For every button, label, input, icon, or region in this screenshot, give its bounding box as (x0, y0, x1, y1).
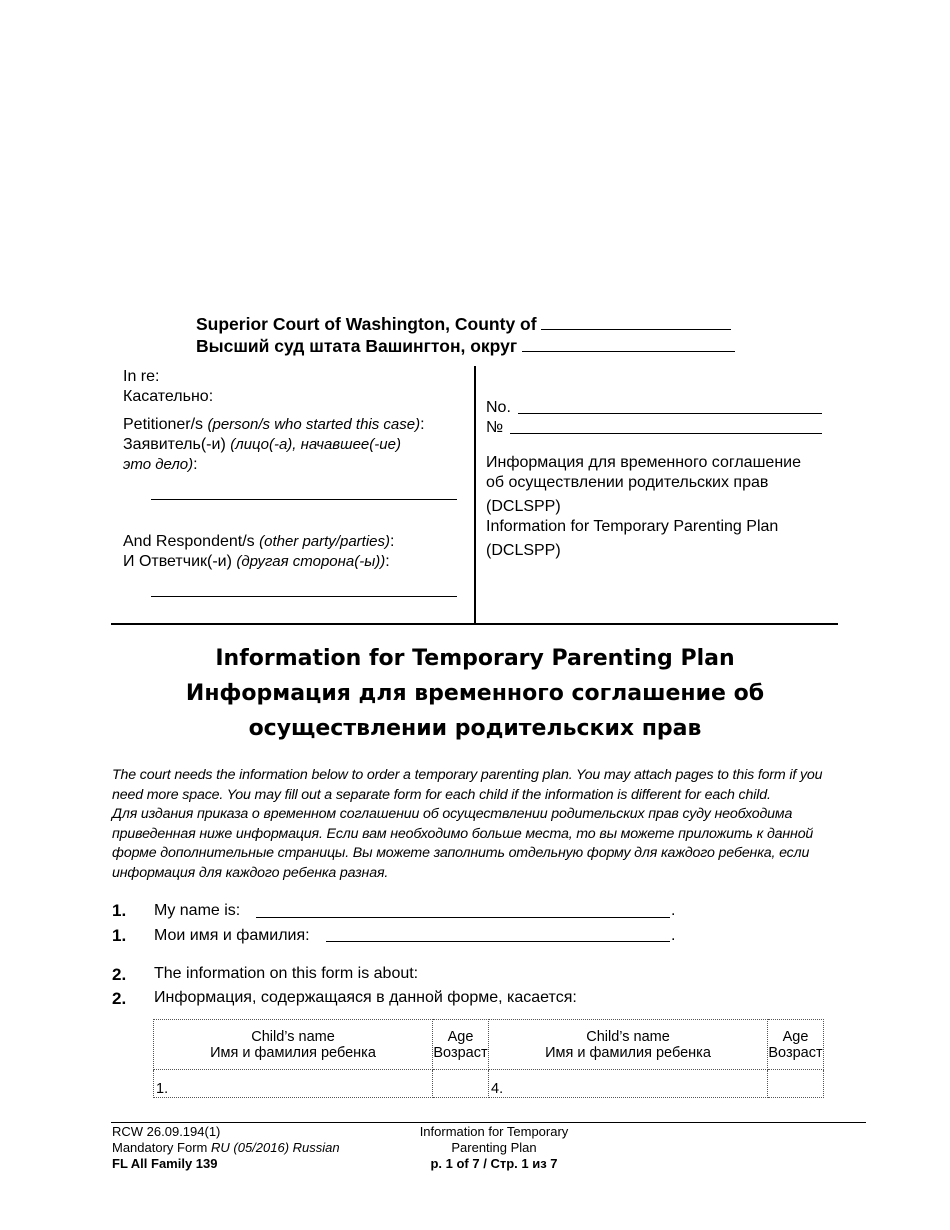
footer-center-2: Parenting Plan (451, 1140, 537, 1155)
court-title-ru: Высший суд штата Вашингтон, округ (196, 336, 518, 356)
footer-page-number: p. 1 of 7 / Стр. 1 из 7 (430, 1156, 558, 1171)
footer-center (394, 1124, 594, 1172)
respondent-label: And Respondent/s (123, 533, 255, 550)
col-age-ru: Возраст (433, 1044, 488, 1061)
item-1-number-ru: 1. (112, 926, 127, 945)
my-name-field-ru[interactable] (326, 941, 670, 942)
col-age-2 (768, 1020, 824, 1070)
footer-mandatory: Mandatory Form (112, 1140, 208, 1155)
footer-left (112, 1124, 340, 1172)
col-age-en: Age (447, 1028, 474, 1045)
col-age (433, 1020, 489, 1070)
county-field[interactable] (541, 313, 731, 330)
col-age-en-2: Age (782, 1028, 809, 1045)
col-child-name-ru-2: Имя и фамилия ребенка (545, 1044, 711, 1061)
item-1-label: My name is: (154, 902, 241, 919)
my-name-field[interactable] (256, 917, 670, 918)
doc-code-2: (DCLSPP) (486, 542, 561, 559)
child-4-age-cell[interactable] (768, 1070, 824, 1098)
child-1-number: 1. (156, 1081, 169, 1097)
caption-bottom-rule (111, 623, 838, 625)
respondent-colon: : (390, 533, 395, 550)
case-no-label: No. (486, 399, 511, 416)
intro-ru-1: Для издания приказа о временном соглашении об осуществлении родительских прав суду необходима (112, 806, 793, 823)
item-2-number-ru: 2. (112, 989, 127, 1008)
col-child-name-en-2: Child’s name (586, 1028, 670, 1045)
item-1-label-ru: Мои имя и фамилия: (154, 927, 310, 944)
doc-code-1: (DCLSPP) (486, 498, 561, 515)
in-re (123, 367, 213, 407)
page-title-ru-1: Информация для временного соглашение об (185, 681, 765, 706)
respondent-note-ru: (другая сторона(-ы)) (236, 553, 386, 570)
item-1-period: . (671, 902, 676, 919)
intro-en-2: need more space. You may fill out a separate form for each child if the information is different for each child. (112, 786, 771, 803)
petitioner-label: Petitioner/s (123, 416, 204, 433)
children-table (153, 1019, 824, 1098)
doc-title-ru-1: Информация для временного соглашение (486, 454, 801, 471)
petitioner-name-field[interactable] (151, 499, 457, 500)
table-row (154, 1070, 824, 1098)
petitioner-colon-ru: : (193, 456, 198, 473)
respondent-name-field[interactable] (151, 596, 457, 597)
petitioner-block (123, 415, 463, 475)
table-header-row (154, 1020, 824, 1070)
case-no-label-ru: № (486, 419, 504, 436)
child-1-age-cell[interactable] (433, 1070, 489, 1098)
item-2-number: 2. (112, 965, 127, 984)
petitioner-note-ru-2: это дело) (123, 456, 194, 473)
child-1-name-cell[interactable] (154, 1070, 433, 1098)
intro-text (112, 766, 842, 884)
intro-ru-2: приведенная ниже информация. Если вам необходимо больше места, то вы можете приложить к данной (112, 825, 814, 842)
court-title-en: Superior Court of Washington, County of (196, 314, 537, 334)
item-1-period-ru: . (671, 927, 676, 944)
doc-title-ru-2: об осуществлении родительских прав (486, 474, 769, 491)
item-2-label: The information on this form is about: (154, 965, 419, 982)
petitioner-note: (person/s who started this case) (207, 416, 421, 433)
case-number-field-ru[interactable] (510, 433, 822, 434)
item-1-number: 1. (112, 901, 127, 920)
in-re-label-ru: Касательно: (123, 388, 214, 405)
petitioner-colon: : (420, 416, 425, 433)
intro-ru-3: форме дополнительные страницы. Вы можете заполнить отдельную форму для каждого ребенка, если (112, 845, 810, 862)
caption-divider (474, 366, 476, 625)
col-child-name (154, 1020, 433, 1070)
footer-form-id: FL All Family 139 (112, 1156, 218, 1171)
child-4-name-cell[interactable] (489, 1070, 768, 1098)
respondent-block (123, 532, 468, 572)
col-child-name-ru: Имя и фамилия ребенка (210, 1044, 376, 1061)
petitioner-label-ru: Заявитель(-и) (123, 436, 226, 453)
item-2-label-ru: Информация, содержащаяся в данной форме, касается: (154, 989, 577, 1006)
col-age-ru-2: Возраст (768, 1044, 823, 1061)
child-4-number: 4. (491, 1081, 504, 1097)
county-field-ru[interactable] (522, 335, 735, 352)
page-title-ru-2: осуществлении родительских прав (248, 716, 702, 741)
footer-mandatory-italic: RU (05/2016) Russian (211, 1140, 340, 1155)
court-header (196, 313, 735, 357)
respondent-label-ru: И Ответчик(-и) (123, 553, 232, 570)
footer-rule (111, 1122, 866, 1123)
footer-center-1: Information for Temporary (419, 1124, 569, 1139)
col-child-name-en: Child’s name (251, 1028, 335, 1045)
doc-title-block (486, 453, 831, 561)
page-title-en: Information for Temporary Parenting Plan (215, 646, 735, 671)
col-child-name-2 (489, 1020, 768, 1070)
doc-title-en: Information for Temporary Parenting Plan (486, 518, 779, 535)
case-number-field[interactable] (518, 413, 822, 414)
intro-ru-4: информация для каждого ребенка разная. (112, 864, 389, 881)
footer-rcw: RCW 26.09.194(1) (112, 1124, 221, 1139)
respondent-note: (other party/parties) (259, 533, 390, 550)
respondent-colon-ru: : (385, 553, 390, 570)
petitioner-note-ru: (лицо(-а), начавшее(-ие) (230, 436, 401, 453)
intro-en-1: The court needs the information below to order a temporary parenting plan. You may attach pages to this form if you (112, 767, 823, 783)
in-re-label: In re: (123, 368, 160, 385)
